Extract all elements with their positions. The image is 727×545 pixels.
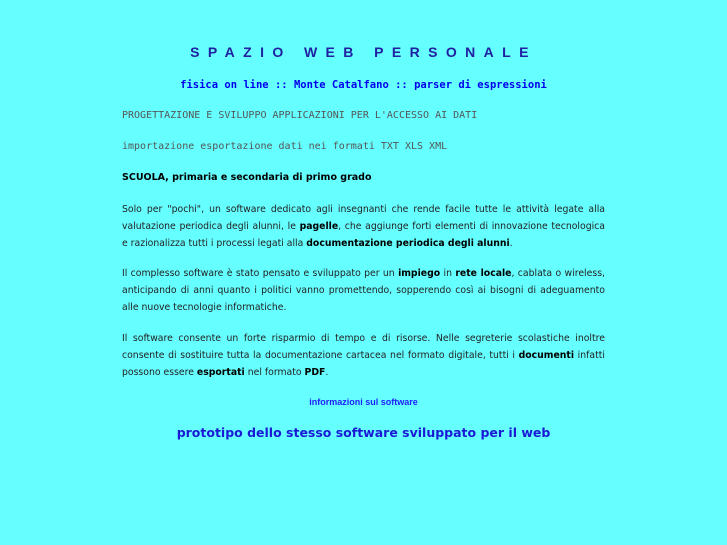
- formats-subtitle: importazione esportazione dati nei formati TXT XLS XML: [122, 141, 448, 152]
- nav-separator: ::: [395, 79, 408, 91]
- nav-link-parser-espressioni[interactable]: parser di espressioni: [414, 79, 547, 91]
- paragraph-network: Il complesso software è stato pensato e sviluppato per un impiego in rete locale, cablata o wireless, anticipando di anni quanto i politici vanno promettendo, sopperendo così ai bisogni di adeguamento alle nuove tecnologie informatiche.: [122, 268, 605, 313]
- school-heading: SCUOLA, primaria e secondaria di primo grado: [122, 172, 372, 183]
- nav-separator: ::: [274, 79, 288, 91]
- section-subtitle: PROGETTAZIONE E SVILUPPO APPLICAZIONI PER L'ACCESSO AI DATI: [122, 110, 478, 121]
- nav-link-fisica-on-line[interactable]: fisica on line: [180, 79, 269, 91]
- software-info-link[interactable]: informazioni sul software: [309, 397, 418, 407]
- paragraph-savings: Il software consente un forte risparmio di tempo e di risorse. Nelle segreterie scolastiche inoltre consente di sostituire tutta la documentazione cartacea nel formato digitale, tutti i documenti infatti possono essere esportati nel formato PDF.: [122, 333, 605, 378]
- top-nav: [0, 79, 727, 91]
- page-title: SPAZIO WEB PERSONALE: [190, 44, 537, 60]
- nav-link-monte-catalfano[interactable]: Monte Catalfano: [293, 79, 389, 91]
- paragraph-intro: Solo per "pochi", un software dedicato agli insegnanti che rende facile tutte le attività legate alla valutazione periodica degli alunni, le pagelle, che aggiunge forti elementi di innovazione tecnologica e razionalizza tutti i processi legati alla documentazione periodica degli alunni.: [122, 204, 605, 249]
- web-prototype-link[interactable]: prototipo dello stesso software sviluppato per il web: [176, 425, 551, 440]
